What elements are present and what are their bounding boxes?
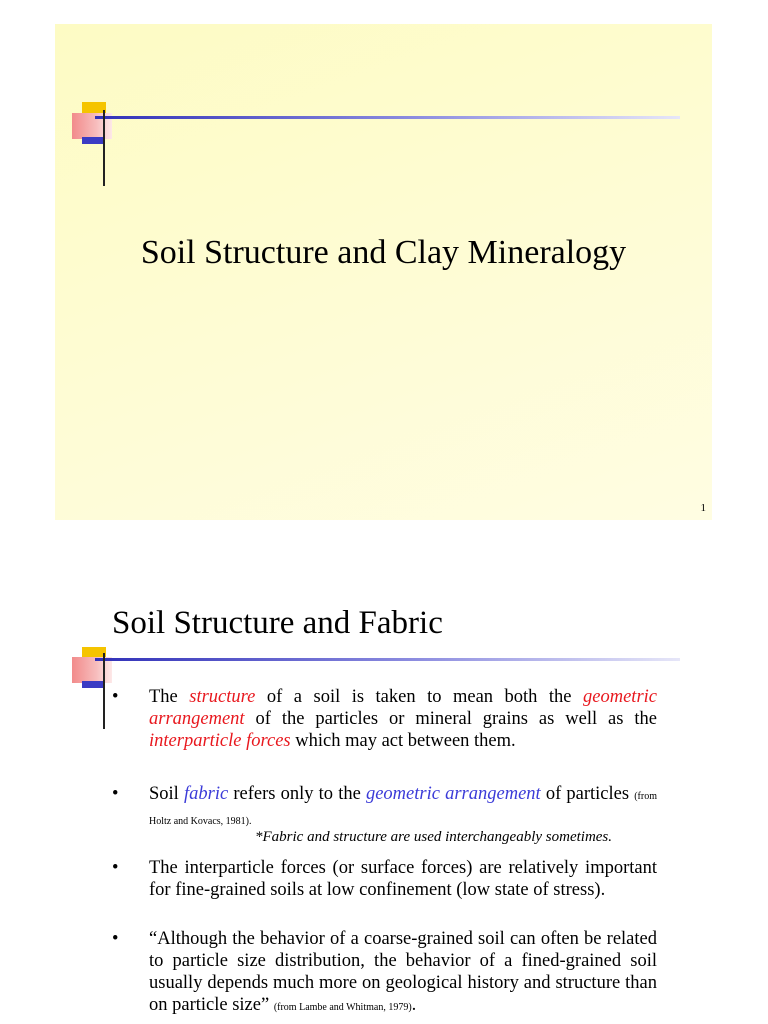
horizontal-rule xyxy=(95,658,680,661)
bullet-item xyxy=(112,857,657,923)
text-segment: The xyxy=(149,687,190,707)
bullet-text xyxy=(149,783,657,833)
vertical-rule xyxy=(103,110,105,186)
title-slide xyxy=(55,24,712,520)
term-geometric-arrangement: geometric arrangement xyxy=(365,784,541,804)
text-segment: of a soil is taken to mean both the xyxy=(255,687,584,707)
bullet-text: The interparticle forces (or surface forces) are relatively important for fine-grained soils at low confinement (low state of stress). xyxy=(149,858,657,900)
bullet-point: • xyxy=(112,929,119,949)
term-fabric: fabric xyxy=(183,784,229,804)
slide-title: Soil Structure and Fabric xyxy=(112,605,443,641)
slide-title: Soil Structure and Clay Mineralogy xyxy=(140,234,627,271)
horizontal-rule xyxy=(95,116,680,119)
bullet-text xyxy=(149,686,657,752)
bullet-item xyxy=(112,928,657,1018)
bullet-point: • xyxy=(112,858,119,878)
text-segment: of the particles or mineral grains as well as the xyxy=(244,709,657,729)
blue-square xyxy=(82,137,104,144)
citation: (from Holtz and Kovacs, 1981). xyxy=(149,791,657,827)
bullet-text xyxy=(149,928,657,1019)
page-number: 1 xyxy=(700,502,706,514)
footnote: *Fabric and structure are used interchangeably sometimes. xyxy=(255,829,613,845)
text-segment: of particles xyxy=(540,784,635,804)
bullet-item xyxy=(112,686,657,752)
term-interparticle-forces: interparticle forces xyxy=(149,731,291,751)
bullet-point: • xyxy=(112,784,119,804)
bullet-item xyxy=(112,783,657,827)
term-geometric-arrangement: geometric arrangement xyxy=(149,687,657,729)
corner-decoration xyxy=(55,24,712,224)
text-segment: . xyxy=(411,995,417,1015)
bullet-point: • xyxy=(112,687,119,707)
text-segment: Soil xyxy=(149,784,184,804)
blue-square xyxy=(82,681,104,688)
citation: (from Lambe and Whitman, 1979) xyxy=(273,1002,412,1013)
term-structure: structure xyxy=(189,687,256,707)
text-segment: refers only to the xyxy=(228,784,366,804)
text-segment: which may act between them. xyxy=(290,731,516,751)
text-segment: “Although the behavior of a coarse-grained soil can often be related to particle size distribution, the behavior of a fined-grained soil usually depends much more on geological history and structure than on particle size” xyxy=(149,929,657,1015)
vertical-rule xyxy=(103,653,105,729)
